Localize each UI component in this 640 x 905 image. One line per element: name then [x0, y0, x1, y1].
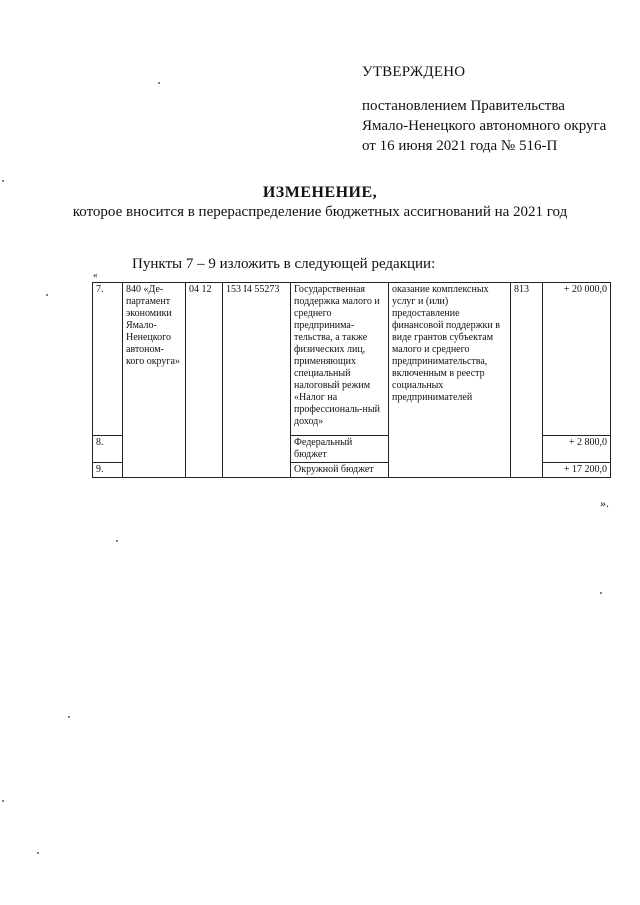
scan-speck — [68, 716, 70, 718]
expense-code-cell: 813 — [511, 283, 543, 478]
scan-speck — [158, 82, 160, 84]
scan-speck — [37, 852, 39, 854]
amount-cell: + 2 800,0 — [543, 436, 611, 463]
row-number: 7. — [93, 283, 123, 436]
row-number: 9. — [93, 463, 123, 478]
intro-text: Пункты 7 – 9 изложить в следующей редакции: — [132, 256, 436, 272]
target-code-cell: 153 I4 55273 — [223, 283, 291, 478]
row-number: 8. — [93, 436, 123, 463]
approval-block — [362, 62, 606, 156]
department-cell: 840 «Де-партамент экономики Ямало-Ненецкого автоном-кого округа» — [123, 283, 186, 478]
amount-cell: + 17 200,0 — [543, 463, 611, 478]
program-cell: Окружной бюджет — [291, 463, 389, 478]
section-code-cell: 04 12 — [186, 283, 223, 478]
quote-close-mark: ». — [600, 496, 609, 510]
approval-line-2: Ямало-Ненецкого автономного округа — [362, 118, 607, 134]
scan-speck — [46, 294, 48, 296]
scan-speck — [2, 180, 4, 182]
purpose-cell: оказание комплексных услуг и (или) предоставление финансовой поддержки в виде грантов субъектам малого и среднего предпринимательства, включенным в реестр социальных предпринимателей — [389, 283, 511, 478]
scan-speck — [116, 540, 118, 542]
program-cell: Государственная поддержка малого и среднего предпринима-тельства, а также физических лиц, применяющих специальный налоговый режим «Налог на профессиональ-ный доход» — [291, 283, 389, 436]
table-row-7 — [93, 283, 611, 436]
allocation-table — [92, 282, 611, 478]
program-cell: Федеральный бюджет — [291, 436, 389, 463]
approval-line-3: от 16 июня 2021 года № 516-П — [362, 138, 558, 154]
document-title: ИЗМЕНЕНИЕ, — [262, 184, 378, 201]
approval-line-1: постановлением Правительства — [362, 98, 565, 114]
document-subtitle: которое вносится в перераспределение бюджетных ассигнований на 2021 год — [72, 204, 568, 220]
scan-speck — [600, 592, 602, 594]
scan-speck — [2, 800, 4, 802]
amount-cell: + 20 000,0 — [543, 283, 611, 436]
quote-open-mark: « — [93, 270, 98, 280]
approval-heading: УТВЕРЖДЕНО — [362, 64, 466, 80]
